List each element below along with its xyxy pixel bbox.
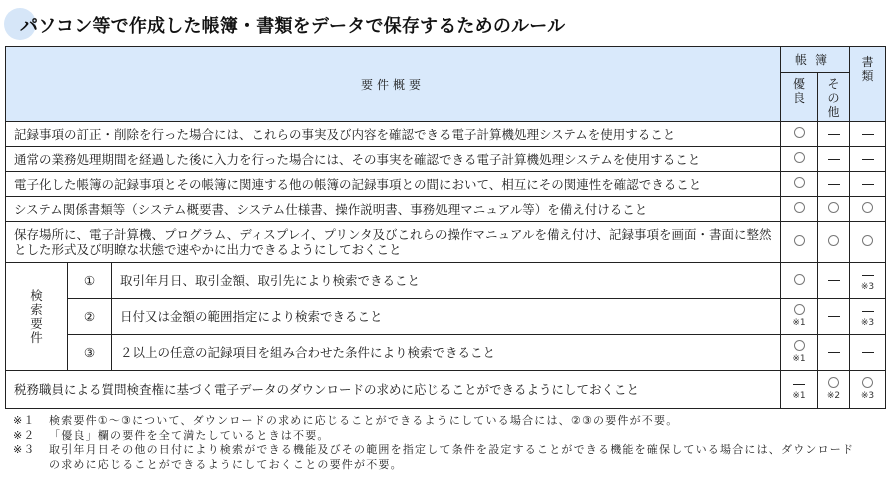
dash-mark-icon [862,352,874,353]
footnote-1 [13,414,854,429]
dash-mark-icon [828,159,840,160]
docs-cell [850,147,886,172]
footnote-ref: ※3 [860,317,875,328]
circle-mark-icon [828,202,839,213]
excellent-cell [781,299,818,335]
page-title: パソコン等で作成した帳簿・書類をデータで保存するためのルール [20,16,566,37]
footnote-ref: ※2 [826,391,841,401]
footnote-ref: ※1 [792,354,806,364]
search-item-number: ③ [68,335,112,371]
search-item-number: ② [68,299,112,335]
excellent-cell [781,371,818,409]
dash-mark-icon [828,134,840,135]
circle-mark-icon [828,235,839,246]
header-documents: 書類 [850,47,886,122]
search-row [6,335,886,371]
requirement-text: 記録事項の訂正・削除を行った場合には、これらの事実及び内容を確認できる電子計算機処理システムを使用すること [6,122,781,147]
dash-mark-icon [862,159,874,160]
rules-table [5,46,886,409]
circle-mark-icon [828,377,839,388]
title-bar [0,0,887,46]
other-cell [818,263,850,299]
dash-mark-icon [862,134,874,135]
footnote-ref: ※1 [792,390,806,401]
excellent-cell [781,122,818,147]
search-item-number: ① [68,263,112,299]
docs-cell [850,197,886,222]
table-row [6,122,886,147]
circle-mark-icon [794,177,805,188]
footnote-text: 検索要件①～③について、ダウンロードの求めに応じることができるようにしている場合には、②③の要件が不要。 [49,414,679,427]
dash-mark-icon [828,184,840,185]
circle-mark-icon [794,202,805,213]
table-row [6,197,886,222]
docs-cell [850,263,886,299]
dash-mark-icon [793,384,805,385]
dash-mark-icon [828,352,840,353]
dash-mark-icon [828,280,840,281]
footnote-mark: ※３ [13,443,36,456]
docs-cell [850,371,886,409]
footnote-2 [13,429,854,444]
table-row [6,222,886,263]
circle-mark-icon [794,235,805,246]
circle-mark-icon [794,304,805,315]
other-cell [818,222,850,263]
docs-cell [850,299,886,335]
other-cell [818,172,850,197]
circle-mark-icon [862,202,873,213]
search-row [6,299,886,335]
excellent-cell [781,335,818,371]
other-cell [818,122,850,147]
search-item-text: 日付又は金額の範囲指定により検索できること [112,299,781,335]
footnote-3-continuation: の求めに応じることができるようにしておくことの要件が不要。 [49,457,403,471]
circle-mark-icon [862,377,873,388]
excellent-cell [781,147,818,172]
requirement-text: 保存場所に、電子計算機、プログラム、ディスプレイ、プリンタ及びこれらの操作マニュアルを備え付け、記録事項を画面・書面に整然とした形式及び明瞭な状態で速やかに出力できるようにしておくこと [6,222,781,263]
footnote-mark: ※２ [13,428,36,442]
footnote-3 [13,443,854,458]
dash-mark-icon [862,275,874,276]
header-books-excellent: 優良 [781,73,818,122]
search-item-text: 取引年月日、取引金額、取引先により検索できること [112,263,781,299]
dash-mark-icon [862,184,874,185]
header-row-1 [6,47,886,73]
table-row [6,172,886,197]
search-row [6,263,886,299]
excellent-cell [781,263,818,299]
footnote-ref: ※1 [792,318,806,328]
circle-mark-icon [794,152,805,163]
excellent-cell [781,197,818,222]
search-item-text: ２以上の任意の記録項目を組み合わせた条件により検索できること [112,335,781,371]
requirement-text: システム関係書類等（システム概要書、システム仕様書、操作説明書、事務処理マニュアル等）を備え付けること [6,197,781,222]
table-row [6,147,886,172]
docs-cell [850,172,886,197]
search-requirements-label: 検索要件 [6,263,68,371]
footnote-text: 取引年月日その他の日付により検索ができる機能及びその範囲を指定して条件を設定することができる機能を確保している場合には、ダウンロード [49,443,855,456]
excellent-cell [781,172,818,197]
header-books-other: その他 [818,73,850,122]
dash-mark-icon [862,311,874,312]
header-summary: 要件概要 [6,47,781,122]
other-cell [818,335,850,371]
circle-mark-icon [794,274,805,285]
circle-mark-icon [862,235,873,246]
other-cell [818,299,850,335]
footnote-ref: ※3 [860,281,875,292]
docs-cell [850,222,886,263]
circle-mark-icon [794,127,805,138]
dash-mark-icon [828,316,840,317]
requirement-text: 電子化した帳簿の記録事項とその帳簿に関連する他の帳簿の記録事項との間において、相互にその関連性を確認できること [6,172,781,197]
table-row [6,371,886,409]
docs-cell [850,122,886,147]
docs-cell [850,335,886,371]
other-cell [818,197,850,222]
footnote-mark: ※１ [13,414,36,427]
other-cell [818,371,850,409]
requirement-text: 通常の業務処理期間を経過した後に入力を行った場合には、その事実を確認できる電子計算機処理システムを使用すること [6,147,781,172]
circle-mark-icon [794,340,805,351]
excellent-cell [781,222,818,263]
footnote-text: 「優良」欄の要件を全て満たしているときは不要。 [49,428,330,442]
footnote-ref: ※3 [860,391,875,401]
footnotes [13,414,854,472]
header-books: 帳簿 [781,47,850,73]
other-cell [818,147,850,172]
requirement-text: 税務職員による質問検査権に基づく電子データのダウンロードの求めに応じることができるようにしておくこと [6,371,781,409]
